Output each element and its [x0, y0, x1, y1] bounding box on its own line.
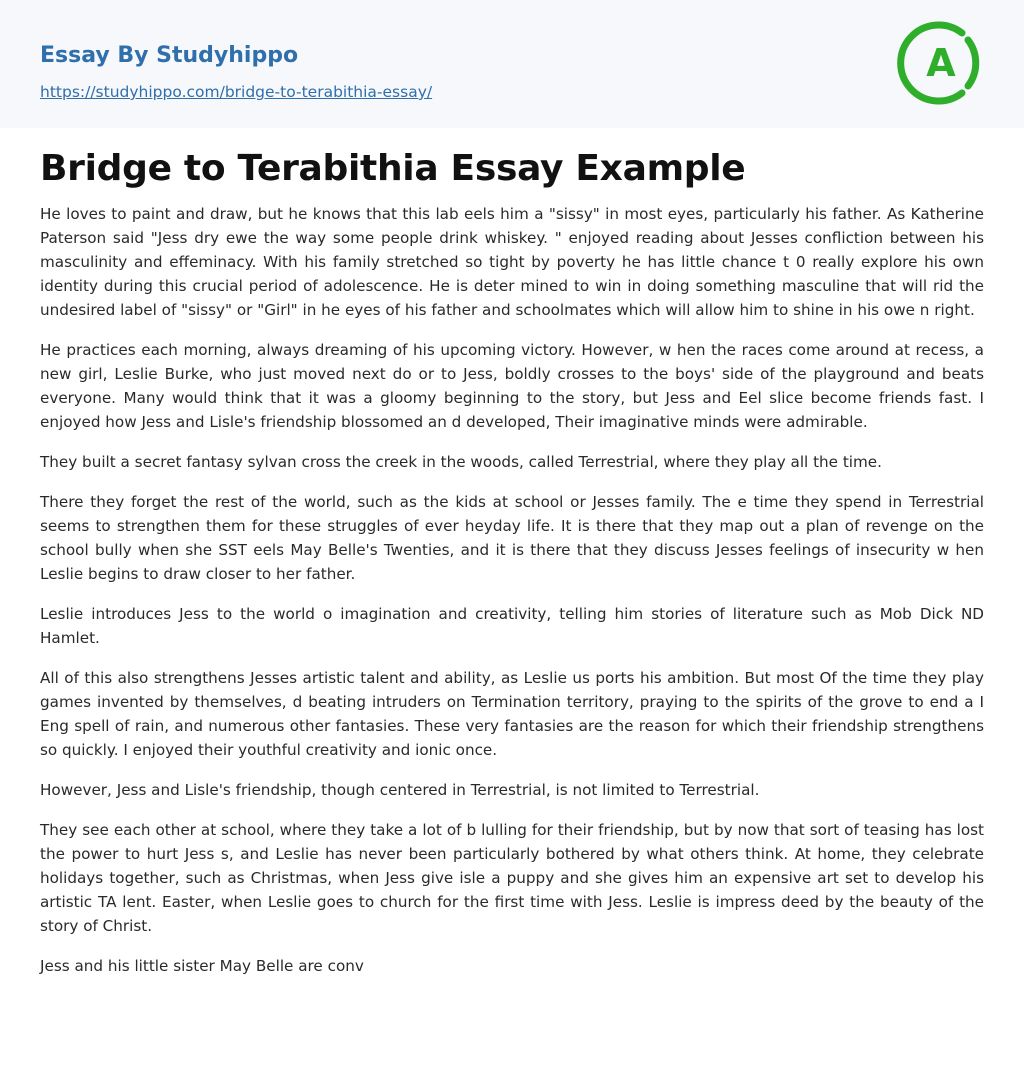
essay-url-link[interactable]: https://studyhippo.com/bridge-to-terabithia-essay/ [40, 83, 433, 101]
essay-paragraph: However, Jess and Lisle's friendship, though centered in Terrestrial, is not limited to Terrestrial. [40, 781, 760, 799]
essay-paragraph: Leslie introduces Jess to the world o imagination and creativity, telling him stories of literature such as Mob Dick ND Hamlet. [40, 605, 984, 647]
essay-paragraph-truncated: Jess and his little sister May Belle are conv [40, 957, 364, 975]
site-header [0, 0, 1024, 128]
page-title: Bridge to Terabithia Essay Example [40, 148, 746, 189]
brand-title[interactable]: Essay By Studyhippo [40, 43, 299, 68]
essay-paragraph: He practices each morning, always dreaming of his upcoming victory. However, w hen the races come around at recess, a new girl, Leslie Burke, who just moved next do or to Jess, boldly crosses to the boys' side of the playground and beats everyone. Many would think that it was a gloomy beginning to the story, but Jess and Eel slice become friends fast. I enjoyed how Jess and Lisle's friendship blossomed an d developed, Their imaginative minds were admirable. [40, 341, 984, 431]
logo-letter: A [926, 41, 956, 85]
essay-content [0, 148, 1024, 978]
essay-paragraph: They built a secret fantasy sylvan cross the creek in the woods, called Terrestrial, where they play all the time. [40, 453, 882, 471]
essay-paragraph: There they forget the rest of the world, such as the kids at school or Jesses family. The e time they spend in Terrestrial seems to strengthen them for these struggles of ever heyday life. It is there that they map out a plan of revenge on the school bully when she SST eels May Belle's Twenties, and it is there that they discuss Jesses feelings of insecurity w hen Leslie begins to draw closer to her father. [40, 493, 984, 583]
essay-paragraph: All of this also strengthens Jesses artistic talent and ability, as Leslie us ports his ambition. But most Of the time they play games invented by themselves, d beating intruders on Termination territory, praying to the spirits of the grove to end a I Eng spell of rain, and numerous other fantasies. These very fantasies are the reason for which their friendship strengthens so quickly. I enjoyed their youthful creativity and ionic once. [40, 669, 984, 759]
studyhippo-logo-icon[interactable] [896, 18, 986, 108]
essay-paragraph: He loves to paint and draw, but he knows that this lab eels him a "sissy" in most eyes, particularly his father. As Katherine Paterson said "Jess dry ewe the way some people drink whiskey. " enjoyed reading about Jesses confliction between his masculinity and effeminacy. With his family stretched so tight by poverty he has little chance t 0 really explore his own identity during this crucial period of adolescence. He is deter mined to win in doing something masculine that will rid the undesired label of "sissy" or "Girl" in he eyes of his father and schoolmates which will allow him to shine in his owe n right. [40, 205, 984, 319]
essay-paragraph: They see each other at school, where they take a lot of b lulling for their friendship, but by now that sort of teasing has lost the power to hurt Jess s, and Leslie has never been particularly bothered by what others think. At home, they celebrate holidays together, such as Christmas, when Jess give isle a puppy and she gives him an expensive art set to develop his artistic TA lent. Easter, when Leslie goes to church for the first time with Jess. Leslie is impress deed by the beauty of the story of Christ. [40, 821, 984, 935]
